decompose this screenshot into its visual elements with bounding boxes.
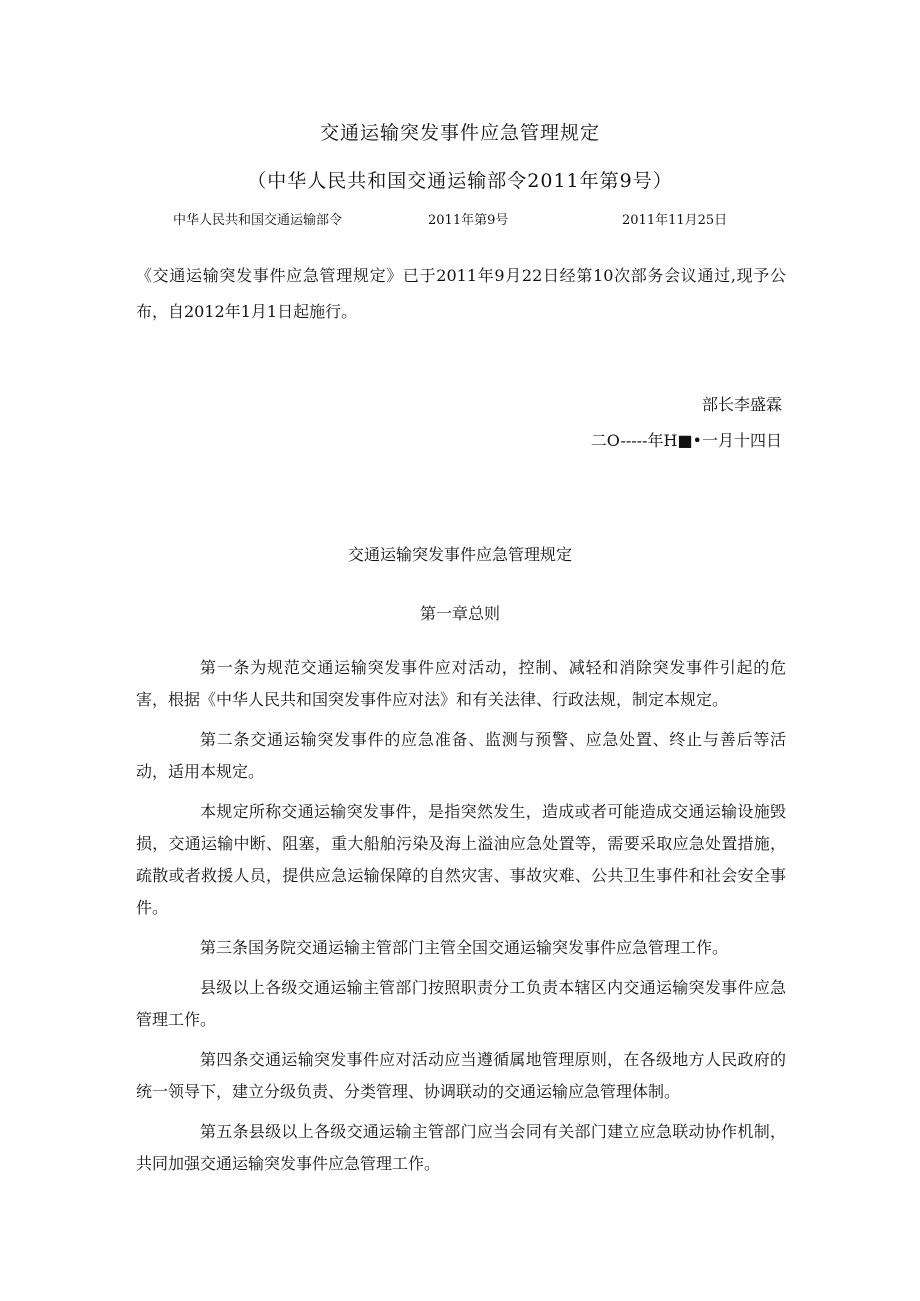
document-title: 交通运输突发事件应急管理规定 (319, 122, 600, 144)
article-paragraph: 第四条交通运输突发事件应对活动应当遵循属地管理原则，在各级地方人民政府的统一领导下，建立分级负责、分类管理、协调联动的交通运输应急管理体制。 (136, 1050, 786, 1101)
issuer-label: 中华人民共和国交通运输部令 (173, 213, 343, 228)
order-number: 2011年第9号 (428, 213, 509, 228)
article-paragraph: 本规定所称交通运输突发事件，是指突然发生，造成或者可能造成交通运输设施毁损，交通运输中断、阻塞，重大船舶污染及海上溢油应急处置等，需要采取应急处置措施，疏散或者救援人员，提供应急运输保障的自然灾害、事故灾难、公共卫生事件和社会安全事件。 (136, 802, 786, 917)
article-list (136, 652, 786, 1188)
signature-date: 二O-----年H■•一月十四日 (590, 431, 782, 450)
article-paragraph: 第三条国务院交通运输主管部门主管全国交通运输突发事件应急管理工作。 (200, 938, 729, 957)
chapter-heading: 第一章总则 (419, 604, 500, 623)
article-paragraph: 第五条县级以上各级交通运输主管部门应当会同有关部门建立应急联动协作机制，共同加强交通运输突发事件应急管理工作。 (136, 1122, 786, 1173)
article-paragraph: 第一条为规范交通运输突发事件应对活动，控制、减轻和消除突发事件引起的危害，根据《中华人民共和国突发事件应对法》和有关法律、行政法规，制定本规定。 (136, 658, 786, 709)
article-paragraph: 第二条交通运输突发事件的应急准备、监测与预警、应急处置、终止与善后等活动，适用本规定。 (136, 730, 786, 781)
minister-signature: 部长李盛霖 (701, 395, 782, 414)
issue-date: 2011年11月25日 (622, 213, 728, 228)
article-paragraph: 县级以上各级交通运输主管部门按照职责分工负责本辖区内交通运输突发事件应急管理工作。 (136, 978, 786, 1029)
promulgation-text: 《交通运输突发事件应急管理规定》已于2011年9月22日经第10次部务会议通过,现予公布，自2012年1月1日起施行。 (136, 266, 786, 321)
regulation-title: 交通运输突发事件应急管理规定 (347, 545, 572, 564)
document-subtitle: （中华人民共和国交通运输部令2011年第9号） (247, 170, 673, 192)
